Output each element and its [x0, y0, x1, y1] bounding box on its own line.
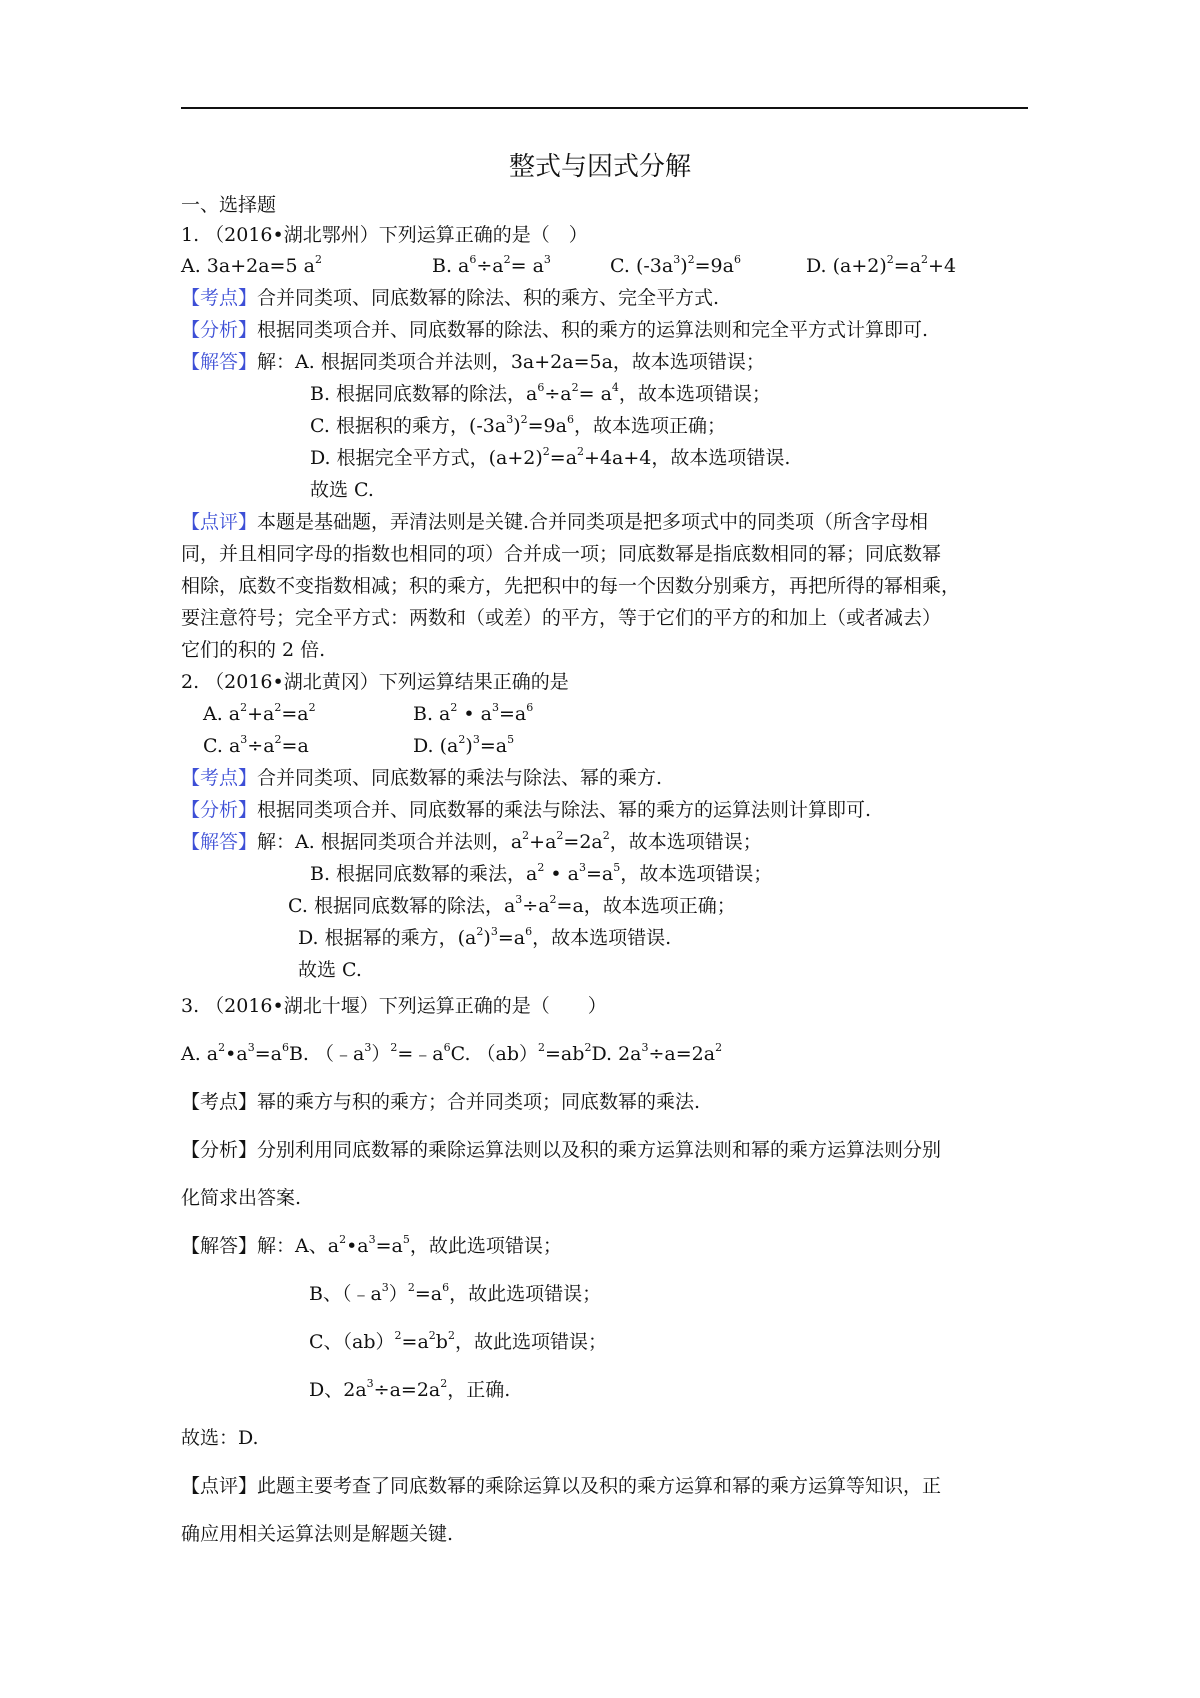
fenxi-label: 【分析】	[181, 799, 258, 821]
q2-choose: 故选 C.	[298, 959, 362, 981]
jieda-label: 【解答】	[181, 351, 258, 373]
q1-kaodian: 【考点】合并同类项、同底数幂的除法、积的乘方、完全平方式.	[181, 287, 720, 309]
q3-jieda-b: B、$(﹣a^3)^2=a^6$，故此选项错误；	[309, 1281, 602, 1305]
section-heading: 一、选择题	[181, 194, 277, 216]
q3-stem: 3. （2016•湖北十堰）下列运算正确的是（ ）	[181, 995, 607, 1017]
q3-jieda-d: D、$2a^3\div a=2a^2$，正确.	[309, 1377, 511, 1401]
q3-fenxi-2: 化简求出答案.	[181, 1187, 302, 1209]
q1-choose: 故选 C.	[310, 479, 374, 501]
q2-fenxi: 【分析】根据同类项合并、同底数幂的乘法与除法、幂的乘方的运算法则计算即可.	[181, 799, 872, 821]
q1-stem: 1. （2016•湖北鄂州）下列运算正确的是（ ）	[181, 224, 588, 246]
q1-jieda-c: C. 根据积的乘方，$(-3a^3)^2=9a^6$，故本选项正确；	[310, 413, 726, 437]
q2-jieda-b: B. 根据同底数幂的乘法，$a^2$ • $a^3=a^5$，故本选项错误；	[310, 861, 773, 885]
q2-kaodian: 【考点】合并同类项、同底数幂的乘法与除法、幂的乘方.	[181, 767, 663, 789]
q1-option-c: C. $(-3a^3)^2=9a^6$	[610, 253, 741, 277]
q2-jieda-d: D. 根据幂的乘方，$(a^2)^3=a^6$，故本选项错误.	[298, 925, 672, 949]
q1-jieda-b: B. 根据同底数幂的除法，$a^6\div a^2= a^4$，故本选项错误；	[310, 381, 771, 405]
header-rule	[181, 107, 1028, 109]
q1-option-b: B. $a^6\div a^2= a^3$	[432, 253, 551, 277]
q3-choose: 故选：D.	[181, 1427, 259, 1449]
q3-kaodian: 【考点】幂的乘方与积的乘方；合并同类项；同底数幂的乘法.	[181, 1091, 701, 1113]
q1-option-a: A. 3a+2a=5 $a^2$	[181, 253, 322, 277]
fenxi-label: 【分析】	[181, 319, 258, 341]
q3-options: A. $a^2•a^3=a^6B$. $(﹣a^3)^2=﹣a^6C$. $(ab)^2=ab^2D$. $2a^3\div a=2a^2$	[181, 1041, 723, 1065]
q2-stem: 2. （2016•湖北黄冈）下列运算结果正确的是	[181, 671, 569, 693]
q1-dianping-4: 要注意符号；完全平方式：两数和（或差）的平方，等于它们的平方的和加上（或者减去）	[181, 607, 942, 629]
q2-option-b: B. $a^2$ • $a^3=a^6$	[413, 701, 534, 725]
q2-jieda-c: C. 根据同底数幂的除法，$a^3\div a^2=a$，故本选项正确；	[288, 893, 736, 917]
q2-option-c: C. $a^3\div a^2=a$	[203, 733, 309, 757]
page-title: 整式与因式分解	[508, 152, 691, 182]
q1-option-d: D. $(a+2)^2=a^2+4$	[806, 253, 957, 277]
kaodian-label: 【考点】	[181, 287, 258, 309]
kaodian-label: 【考点】	[181, 767, 258, 789]
q1-fenxi: 【分析】根据同类项合并、同底数幂的除法、积的乘方的运算法则和完全平方式计算即可.	[181, 319, 929, 341]
q3-jieda-c: C、$(ab)^2=a^2b^2$，故此选项错误；	[309, 1329, 607, 1353]
q1-dianping-2: 同，并且相同字母的指数也相同的项）合并成一项；同底数幂是指底数相同的幂；同底数幂	[181, 543, 942, 565]
q1-jieda-d: D. 根据完全平方式，$(a+2)^2=a^2+4a+4$，故本选项错误.	[310, 445, 791, 469]
dianping-label: 【点评】	[181, 511, 258, 533]
q3-dianping-1: 【点评】此题主要考查了同底数幂的乘除运算以及积的乘方运算和幂的乘方运算等知识，正	[181, 1475, 942, 1497]
q1-dianping-3: 相除，底数不变指数相减；积的乘方，先把积中的每一个因数分别乘方，再把所得的幂相乘，	[181, 575, 961, 597]
q1-dianping-5: 它们的积的 2 倍.	[181, 639, 326, 661]
q3-jieda-a: 【解答】解：A、$a^2•a^3=a^5$，故此选项错误；	[181, 1233, 562, 1257]
q2-option-a: A. $a^2+a^2=a^2$	[203, 701, 316, 725]
q2-option-d: D. $(a^2)^3=a^5$	[413, 733, 515, 757]
q3-dianping-2: 确应用相关运算法则是解题关键.	[181, 1523, 454, 1545]
q3-fenxi-1: 【分析】分别利用同底数幂的乘除运算法则以及积的乘方运算法则和幂的乘方运算法则分别	[181, 1139, 942, 1161]
q1-jieda-a: 【解答】解：A. 根据同类项合并法则，3a+2a=5a，故本选项错误；	[181, 351, 765, 373]
jieda-label: 【解答】	[181, 831, 258, 853]
q2-jieda-a: 【解答】解：A. 根据同类项合并法则，$a^2+a^2=2a^2$，故本选项错误；	[181, 829, 762, 853]
q1-dianping-1: 【点评】本题是基础题，弄清法则是关键.合并同类项是把多项式中的同类项（所含字母相	[181, 511, 929, 533]
